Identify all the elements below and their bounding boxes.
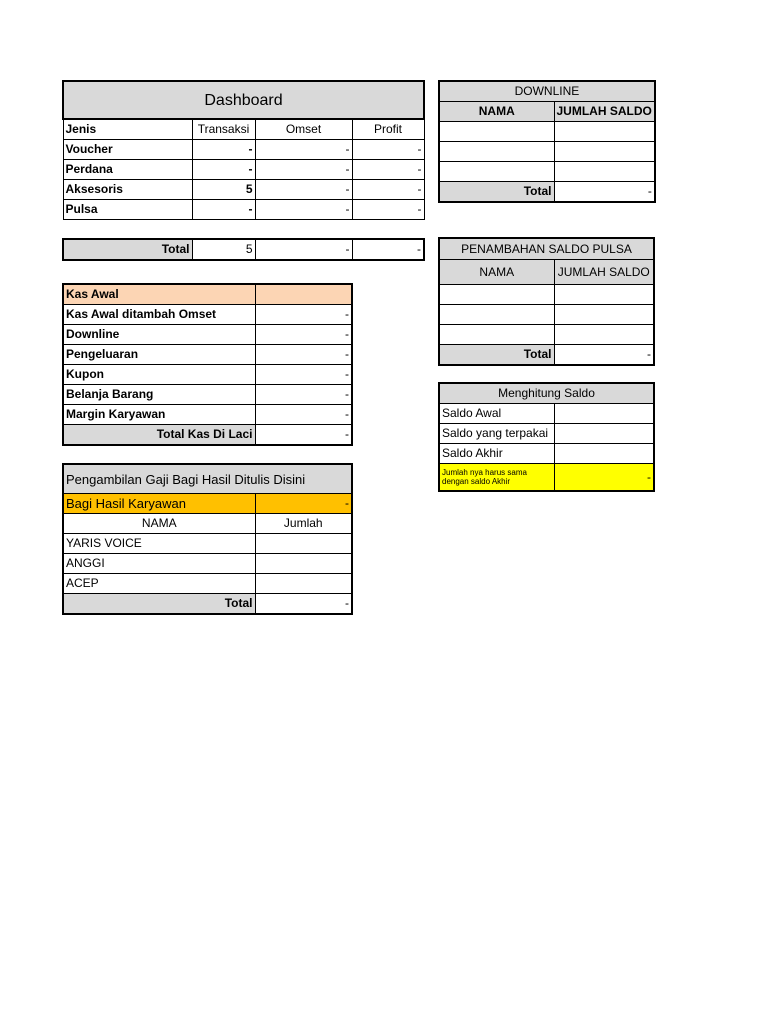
profit-cell[interactable]: -	[352, 180, 424, 200]
omset-cell[interactable]: -	[255, 140, 352, 160]
table-row	[63, 305, 352, 325]
penambahan-total-value: -	[554, 345, 654, 366]
transaksi-cell[interactable]: 5	[192, 180, 255, 200]
table-row	[439, 122, 655, 142]
header-nama: NAMA	[63, 514, 255, 534]
saldo-block	[438, 382, 655, 492]
table-row	[439, 424, 654, 444]
total-row	[439, 182, 655, 203]
downline-title: DOWNLINE	[439, 81, 655, 102]
karyawan-jumlah[interactable]	[255, 554, 352, 574]
kas-value[interactable]: -	[255, 405, 352, 425]
penambahan-nama-cell[interactable]	[439, 305, 554, 325]
table-row	[63, 325, 352, 345]
profit-cell[interactable]: -	[352, 140, 424, 160]
downline-nama-cell[interactable]	[439, 162, 554, 182]
total-profit: -	[352, 239, 424, 260]
gaji-total-value: -	[255, 594, 352, 615]
transaksi-cell[interactable]: -	[192, 140, 255, 160]
penambahan-nama-cell[interactable]	[439, 325, 554, 345]
table-row	[439, 444, 654, 464]
saldo-label: Saldo Awal	[439, 404, 554, 424]
saldo-value[interactable]	[554, 404, 654, 424]
downline-saldo-cell[interactable]	[554, 162, 655, 182]
table-row	[439, 305, 654, 325]
total-label: Total	[63, 239, 192, 260]
profit-cell[interactable]: -	[352, 160, 424, 180]
jenis-cell: Perdana	[63, 160, 192, 180]
transaksi-cell[interactable]: -	[192, 200, 255, 220]
downline-total-value: -	[554, 182, 655, 203]
header-jenis: Jenis	[63, 119, 192, 140]
penambahan-table	[438, 237, 655, 366]
penambahan-total-label: Total	[439, 345, 554, 366]
table-row	[63, 180, 424, 200]
jenis-cell: Pulsa	[63, 200, 192, 220]
saldo-title: Menghitung Saldo	[439, 383, 654, 404]
header-transaksi: Transaksi	[192, 119, 255, 140]
saldo-table	[438, 382, 655, 492]
downline-nama-cell[interactable]	[439, 122, 554, 142]
kas-label: Kupon	[63, 365, 255, 385]
header-nama: NAMA	[439, 260, 554, 285]
dashboard-table	[62, 80, 425, 220]
header-profit: Profit	[352, 119, 424, 140]
omset-cell[interactable]: -	[255, 180, 352, 200]
kas-awal-value[interactable]	[255, 284, 352, 305]
kas-label: Downline	[63, 325, 255, 345]
kas-label: Margin Karyawan	[63, 405, 255, 425]
total-row	[63, 239, 424, 260]
table-row	[63, 554, 352, 574]
jenis-cell: Voucher	[63, 140, 192, 160]
saldo-note-value: -	[554, 464, 654, 492]
downline-saldo-cell[interactable]	[554, 142, 655, 162]
header-jumlah-saldo: JUMLAH SALDO	[554, 260, 654, 285]
penambahan-saldo-cell[interactable]	[554, 305, 654, 325]
saldo-note-label: Jumlah nya harus sama dengan saldo Akhir	[439, 464, 554, 492]
karyawan-name: ANGGI	[63, 554, 255, 574]
kas-value[interactable]: -	[255, 305, 352, 325]
gaji-title: Pengambilan Gaji Bagi Hasil Ditulis Disini	[63, 464, 352, 494]
kas-value[interactable]: -	[255, 365, 352, 385]
penambahan-block	[438, 237, 655, 366]
kas-label: Belanja Barang	[63, 385, 255, 405]
saldo-value[interactable]	[554, 424, 654, 444]
omset-cell[interactable]: -	[255, 200, 352, 220]
table-row	[439, 285, 654, 305]
kas-total-label: Total Kas Di Laci	[63, 425, 255, 446]
table-row	[63, 160, 424, 180]
table-row	[63, 405, 352, 425]
karyawan-name: ACEP	[63, 574, 255, 594]
table-row	[439, 464, 654, 492]
kas-value[interactable]: -	[255, 385, 352, 405]
kas-total-value: -	[255, 425, 352, 446]
dashboard-total-block	[62, 238, 425, 261]
kas-label: Kas Awal ditambah Omset	[63, 305, 255, 325]
penambahan-nama-cell[interactable]	[439, 285, 554, 305]
saldo-label: Saldo yang terpakai	[439, 424, 554, 444]
penambahan-saldo-cell[interactable]	[554, 325, 654, 345]
penambahan-saldo-cell[interactable]	[554, 285, 654, 305]
kas-value[interactable]: -	[255, 325, 352, 345]
saldo-value[interactable]	[554, 444, 654, 464]
dashboard-block	[62, 80, 425, 220]
header-jumlah-saldo: JUMLAH SALDO	[554, 102, 655, 122]
profit-cell[interactable]: -	[352, 200, 424, 220]
karyawan-name: YARIS VOICE	[63, 534, 255, 554]
bagi-hasil-label: Bagi Hasil Karyawan	[63, 494, 255, 514]
transaksi-cell[interactable]: -	[192, 160, 255, 180]
downline-total-label: Total	[439, 182, 554, 203]
bagi-hasil-value: -	[255, 494, 352, 514]
total-row	[63, 425, 352, 446]
downline-nama-cell[interactable]	[439, 142, 554, 162]
header-nama: NAMA	[439, 102, 554, 122]
karyawan-jumlah[interactable]	[255, 534, 352, 554]
table-row	[63, 365, 352, 385]
table-row	[63, 200, 424, 220]
downline-table	[438, 80, 656, 203]
total-row	[439, 345, 654, 366]
table-row	[63, 534, 352, 554]
jenis-cell: Aksesoris	[63, 180, 192, 200]
table-row	[439, 404, 654, 424]
total-omset: -	[255, 239, 352, 260]
kas-table	[62, 283, 353, 446]
table-row	[63, 385, 352, 405]
total-transaksi: 5	[192, 239, 255, 260]
gaji-table	[62, 463, 353, 615]
table-row	[439, 142, 655, 162]
header-jumlah: Jumlah	[255, 514, 352, 534]
omset-cell[interactable]: -	[255, 160, 352, 180]
table-row	[439, 162, 655, 182]
gaji-total-label: Total	[63, 594, 255, 615]
penambahan-title: PENAMBAHAN SALDO PULSA	[439, 238, 654, 260]
gaji-block	[62, 463, 353, 615]
dashboard-title: Dashboard	[63, 81, 424, 119]
total-row	[63, 594, 352, 615]
dashboard-total-table	[62, 238, 425, 261]
table-row	[63, 574, 352, 594]
kas-label: Pengeluaran	[63, 345, 255, 365]
downline-block	[438, 80, 656, 203]
table-row	[63, 140, 424, 160]
karyawan-jumlah[interactable]	[255, 574, 352, 594]
table-row	[439, 325, 654, 345]
kas-awal-label: Kas Awal	[63, 284, 255, 305]
header-omset: Omset	[255, 119, 352, 140]
table-row	[63, 345, 352, 365]
kas-block	[62, 283, 353, 446]
kas-value[interactable]: -	[255, 345, 352, 365]
saldo-label: Saldo Akhir	[439, 444, 554, 464]
downline-saldo-cell[interactable]	[554, 122, 655, 142]
